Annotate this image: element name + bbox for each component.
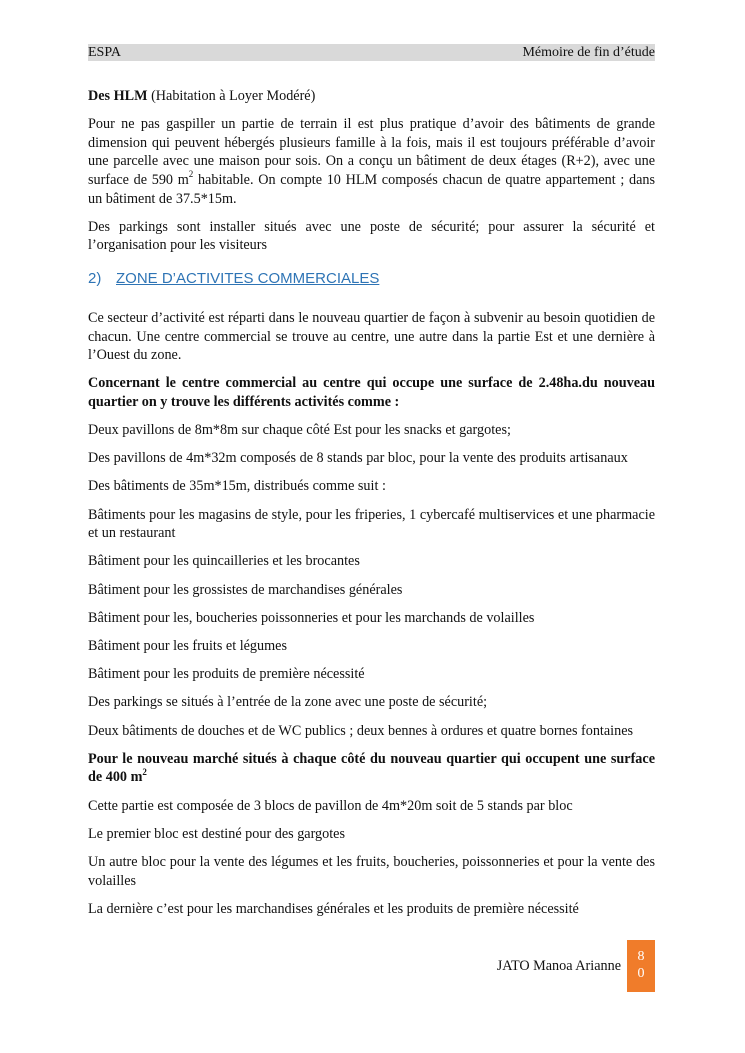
list-item: Des bâtiments de 35m*15m, distribués comme suit : (88, 478, 386, 495)
footer-author: JATO Manoa Arianne (496, 958, 621, 974)
hlm-title-rest: (Habitation à Loyer Modéré) (147, 88, 316, 104)
centre-heading: Concernant le centre commercial au centre qui occupe une surface de 2.48ha.du nouveau quartier on y trouve les différents activités comme : (88, 375, 655, 410)
header-document-type: Mémoire de fin d’étude (522, 45, 655, 60)
list-item: Bâtiment pour les grossistes de marchandises générales (88, 581, 403, 598)
header-institution: ESPA (88, 45, 121, 60)
hlm-p1-part-b: habitable. On compte 10 HLM composés chacun de quatre appartement ; dans un bâtiment de 37.5*15m. (88, 171, 655, 207)
hlm-p1-superscript: 2 (188, 169, 194, 180)
list-item: Le premier bloc est destiné pour des gargotes (88, 825, 346, 842)
list-item: Des parkings se situés à l’entrée de la zone avec une poste de sécurité; (88, 694, 488, 711)
list-item: Bâtiment pour les fruits et légumes (88, 638, 287, 654)
section-heading (88, 269, 655, 289)
page-body (88, 87, 655, 928)
page-number-digit-2: 0 (637, 966, 645, 981)
section-number: 2) (88, 269, 102, 287)
zone-intro: Ce secteur d’activité est réparti dans le nouveau quartier de façon à subvenir au besoin quotidien de chacun. Une centre commercial se trouve au centre, une autre dans la partie Est et une dernière à l’Ouest du zone. (88, 309, 655, 364)
list-item: Bâtiment pour les quincailleries et les brocantes (88, 553, 360, 570)
list-item: Un autre bloc pour la vente des légumes et les fruits, boucheries, poissonneries et pour la vente des volailles (88, 853, 655, 889)
list-item: Bâtiment pour les produits de première nécessité (88, 666, 365, 683)
hlm-title (88, 87, 655, 106)
hlm-p1-part-a: Pour ne pas gaspiller un partie de terrain il est plus pratique d’avoir des bâtiments de grande dimension qui peuvent hébergés plusieurs famille à la fois, mais il est toujours préférable d’avoir une parcelle avec une maison pour sois. On a conçu un bâtiment de deux étages (R+2), avec une surface de 590 m (88, 116, 655, 188)
hlm-paragraph-1 (88, 115, 655, 208)
list-item: Bâtiments pour les magasins de style, pour les friperies, 1 cybercafé multiservices et une pharmacie et un restaurant (88, 506, 655, 542)
list-item: La dernière c’est pour les marchandises générales et les produits de première nécessité (88, 900, 579, 917)
list-item: Des pavillons de 4m*32m composés de 8 stands par bloc, pour la vente des produits artisanaux (88, 450, 628, 467)
list-item: Deux pavillons de 8m*8m sur chaque côté Est pour les snacks et gargotes; (88, 422, 511, 439)
list-item: Bâtiment pour les, boucheries poissonneries et pour les marchands de volailles (88, 609, 535, 626)
page-number-digit-1: 8 (637, 949, 645, 964)
hlm-paragraph-2: Des parkings sont installer situés avec une poste de sécurité; pour assurer la sécurité et l’organisation pour les visiteurs (88, 218, 655, 254)
running-header (88, 44, 655, 61)
list-item: Cette partie est composée de 3 blocs de pavillon de 4m*20m soit de 5 stands par bloc (88, 797, 573, 814)
marche-heading-superscript: 2 (142, 766, 147, 777)
page-number-badge (627, 940, 655, 992)
marche-heading-text: Pour le nouveau marché situés à chaque côté du nouveau quartier qui occupent une surface de 400 m (88, 750, 655, 786)
section-title: ZONE D’ACTIVITES COMMERCIALES (116, 269, 380, 287)
marche-heading (88, 750, 655, 787)
hlm-title-bold: Des HLM (88, 88, 148, 104)
list-item: Deux bâtiments de douches et de WC publics ; deux bennes à ordures et quatre bornes fontaines (88, 722, 634, 739)
